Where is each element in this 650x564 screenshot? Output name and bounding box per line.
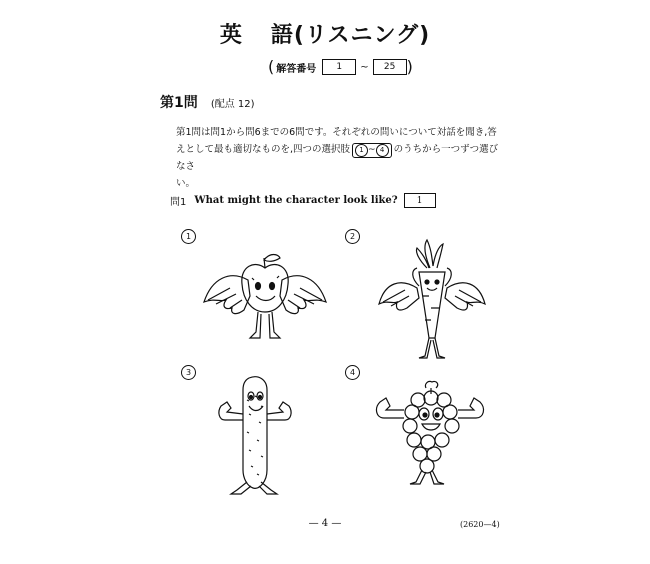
page-code: (2620—4) [460, 520, 500, 529]
muscular-grapes-illustration [370, 378, 490, 492]
winged-carrot-illustration [375, 238, 490, 367]
section-header [160, 92, 255, 112]
option-label-3: 3 [181, 365, 196, 380]
instructions-line-1: 第1問は問1から問6までの6問です。それぞれの問いについて対話を聞き,答 [176, 127, 497, 138]
instructions [176, 124, 501, 192]
question-text: What might the character look like? [194, 195, 398, 206]
title-part-1: 英 [219, 23, 243, 48]
option-label-1: 1 [181, 229, 196, 244]
question-1 [170, 193, 436, 208]
page-title [0, 18, 650, 49]
choice-range: 1 ~ 4 [352, 143, 392, 158]
page-number: — 4 — [308, 518, 342, 529]
choice-range-end: 4 [376, 144, 389, 157]
answer-number-range: ( 解答番号 1 ~ 25 ) [268, 57, 413, 76]
choice-range-start: 1 [355, 144, 368, 157]
instructions-line-3: い。 [176, 178, 196, 189]
winged-apple-illustration [200, 240, 330, 354]
title-part-2: 語(リスニング) [270, 23, 431, 48]
option-label-2: 2 [345, 229, 360, 244]
section-heading: 第1問 [160, 95, 198, 111]
section-points: (配点 12) [210, 99, 255, 110]
answer-range-end: 25 [373, 59, 407, 75]
option-label-4: 4 [345, 365, 360, 380]
answer-range-tilde: ~ [360, 61, 369, 73]
answer-range-start: 1 [322, 59, 356, 75]
question-answer-box: 1 [404, 193, 436, 208]
muscular-cucumber-illustration [205, 370, 305, 504]
question-number: 問1 [170, 197, 187, 208]
instructions-line-2: えとして最も適切なものを,四つの選択肢 1 ~ 4 のうちから一つずつ選びなさ [176, 144, 499, 172]
answer-number-label: 解答番号 [276, 63, 317, 75]
